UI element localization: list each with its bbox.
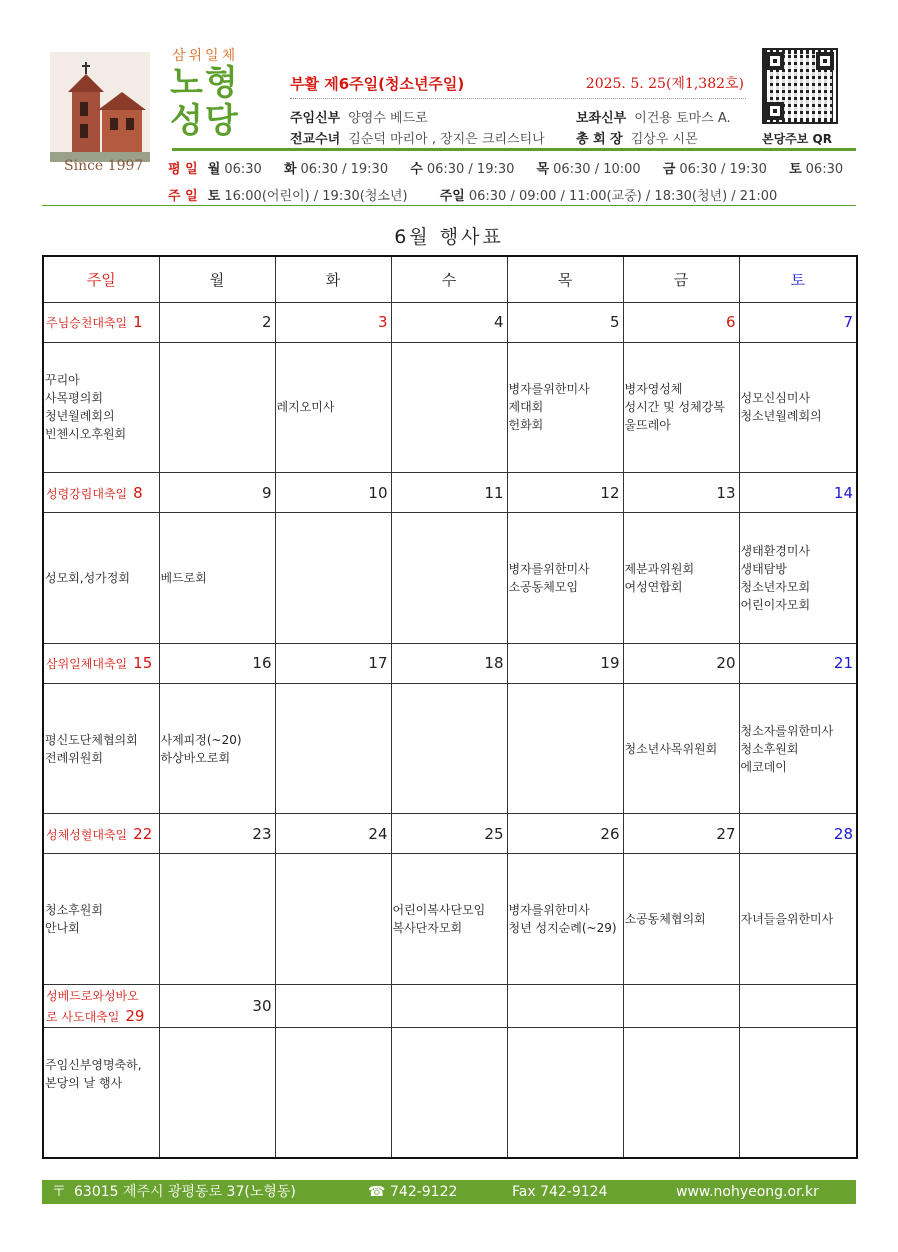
events-cell <box>391 854 507 984</box>
sunday-feast-name: 로 사도대축일 <box>46 1009 120 1024</box>
date-cell <box>391 473 507 513</box>
event-item: 빈첸시오후원회 <box>45 427 127 442</box>
mass-day: 화 <box>283 162 297 177</box>
mass-time: 06:30 / 19:30 <box>426 162 515 177</box>
date-number: 8 <box>133 483 143 502</box>
date-number: 14 <box>833 483 853 502</box>
date-number: 13 <box>716 483 736 502</box>
date-cell <box>391 643 507 683</box>
events-cell <box>739 342 857 472</box>
event-item: 청년 성지순례(~29) <box>508 921 617 936</box>
date-number: 10 <box>368 483 388 502</box>
date-number: 12 <box>600 483 620 502</box>
sunday-feast-name: 성령강림대축일 <box>46 486 128 501</box>
qr-label: 본당주보 QR <box>762 132 832 146</box>
events-cell <box>159 342 275 472</box>
footer-website[interactable]: www.nohyeong.or.kr <box>676 1184 819 1200</box>
weekday-header: 수 <box>391 256 507 302</box>
pastor-label: 주임신부 <box>290 111 341 126</box>
date-cell <box>623 473 739 513</box>
president-info <box>576 128 698 147</box>
events-cell <box>391 342 507 472</box>
event-item: 청소자를위한미사 <box>740 723 834 738</box>
events-cell <box>43 342 159 472</box>
date-cell <box>623 984 739 1027</box>
date-cell <box>507 643 623 683</box>
event-item: 헌화회 <box>508 418 544 433</box>
events-cell <box>507 513 623 643</box>
mass-time: 06:30 <box>224 162 262 177</box>
date-cell <box>275 814 391 854</box>
date-number: 16 <box>252 654 272 673</box>
mass-day: 목 <box>536 162 550 177</box>
mass-day: 주일 <box>439 189 465 204</box>
since-year: Since 1997 <box>64 158 144 174</box>
date-number: 5 <box>609 313 620 332</box>
date-number: 26 <box>600 824 620 843</box>
calendar-title: 6월 행사표 <box>394 226 504 248</box>
event-item: 안나회 <box>45 921 80 936</box>
date-cell <box>507 302 623 342</box>
header-divider <box>172 148 856 151</box>
events-cell <box>739 513 857 643</box>
event-item: 평신도단체협의회 <box>45 732 138 747</box>
event-item: 병자영성체 <box>624 382 683 397</box>
logo-line-1: 노형 <box>170 63 240 103</box>
event-item: 청소후원회 <box>45 903 103 918</box>
event-item: 병자를위한미사 <box>508 382 590 397</box>
date-number: 20 <box>716 654 736 673</box>
events-row <box>43 513 857 643</box>
date-number: 9 <box>261 483 272 502</box>
event-item: 성시간 및 성체강복 <box>624 400 725 415</box>
event-item: 여성연합회 <box>624 579 683 594</box>
date-number: 21 <box>833 654 853 673</box>
events-cell <box>275 683 391 813</box>
events-cell <box>43 1028 159 1158</box>
date-cell <box>623 814 739 854</box>
event-item: 복사단자모회 <box>392 921 463 936</box>
mass-day: 토 <box>789 162 802 177</box>
mass-day: 수 <box>410 162 423 177</box>
date-cell <box>739 302 857 342</box>
weekday-header: 화 <box>275 256 391 302</box>
date-cell <box>159 473 275 513</box>
events-row <box>43 1028 857 1158</box>
event-item: 청소년자모회 <box>740 579 811 594</box>
assistant-label: 보좌신부 <box>576 111 627 126</box>
date-number: 15 <box>133 654 153 673</box>
events-cell <box>623 513 739 643</box>
events-cell <box>43 683 159 813</box>
postal-mark-icon: 〒 <box>52 1184 66 1200</box>
assistant-info <box>576 107 731 126</box>
date-number: 17 <box>368 654 388 673</box>
date-cell <box>275 984 391 1027</box>
events-cell <box>391 683 507 813</box>
date-number: 6 <box>725 313 736 332</box>
date-number: 3 <box>377 313 388 332</box>
events-cell <box>159 683 275 813</box>
event-item: 청소년월례회의 <box>740 409 822 424</box>
parish-patron-label: 삼위일체 <box>172 48 239 64</box>
event-item: 소공동체모임 <box>508 579 579 594</box>
sisters-names: 김순덕 마리아 , 장지은 크리스티나 <box>348 132 545 147</box>
events-cell <box>391 1028 507 1158</box>
event-item: 생태탐방 <box>740 561 787 576</box>
event-item: 주임신부영명축하, <box>45 1058 142 1073</box>
event-item: 전례위원회 <box>45 750 103 765</box>
parish-logo <box>170 64 240 140</box>
event-item: 제분과위원회 <box>624 561 695 576</box>
pastor-info <box>290 107 428 126</box>
date-row <box>43 473 857 513</box>
events-cell <box>623 342 739 472</box>
event-item: 청소후원회 <box>740 741 799 756</box>
date-cell <box>507 814 623 854</box>
date-number: 18 <box>484 654 504 673</box>
event-item: 소공동체협의회 <box>624 912 706 927</box>
events-cell <box>507 854 623 984</box>
date-row <box>43 814 857 854</box>
date-cell <box>275 302 391 342</box>
event-item: 어린이복사단모임 <box>392 903 486 918</box>
church-building-image <box>50 52 150 162</box>
weekday-header: 토 <box>739 256 857 302</box>
event-item: 병자를위한미사 <box>508 903 590 918</box>
phone-icon: ☎ <box>368 1184 386 1200</box>
date-row <box>43 302 857 342</box>
events-cell <box>391 513 507 643</box>
events-cell <box>739 854 857 984</box>
footer-address: 63015 제주시 광평동로 37(노형동) <box>74 1184 296 1200</box>
sisters-info <box>290 128 545 147</box>
sunday-feast-name: 주님승천대축일 <box>46 316 128 331</box>
date-number: 7 <box>843 313 853 332</box>
header-bottom-rule <box>42 205 856 206</box>
date-cell <box>391 984 507 1027</box>
events-cell <box>507 683 623 813</box>
date-cell <box>43 814 159 854</box>
date-number: 30 <box>252 996 272 1015</box>
date-cell <box>739 643 857 683</box>
qr-code-icon[interactable] <box>762 48 838 124</box>
sunday-feast-name: 성체성혈대축일 <box>46 827 128 842</box>
pastor-name: 양영수 베드로 <box>348 111 428 126</box>
date-cell <box>159 814 275 854</box>
event-item: 청년월례회의 <box>45 409 115 424</box>
date-number: 24 <box>368 824 388 843</box>
president-name: 김상우 시몬 <box>630 132 698 147</box>
event-item: 에코데이 <box>740 759 787 774</box>
mass-time: 06:30 / 10:00 <box>553 162 641 177</box>
event-item: 성모신심미사 <box>740 391 811 406</box>
event-item: 베드로회 <box>160 570 207 585</box>
bulletin-header <box>42 40 856 208</box>
date-cell <box>507 984 623 1027</box>
date-cell <box>739 984 857 1027</box>
mass-day: 월 <box>207 162 221 177</box>
mass-time: 06:30 / 19:30 <box>300 162 389 177</box>
date-number: 4 <box>493 313 504 332</box>
weekday-header-row <box>43 256 857 302</box>
events-row <box>43 342 857 472</box>
events-cell <box>275 342 391 472</box>
weekday-header: 금 <box>623 256 739 302</box>
date-number: 23 <box>252 824 272 843</box>
date-cell <box>43 643 159 683</box>
date-number: 25 <box>484 824 504 843</box>
event-item: 사목평의회 <box>45 391 103 406</box>
assistant-name: 이건용 토마스 A. <box>634 111 731 126</box>
logo-line-2: 성당 <box>170 101 240 141</box>
weekday-mass-label: 평 일 <box>168 162 198 177</box>
event-item: 어린이자모회 <box>740 597 811 612</box>
events-cell <box>507 342 623 472</box>
events-cell <box>159 513 275 643</box>
event-item: 사제피정(~20) <box>160 732 242 747</box>
mass-time: 16:00(어린이) / 19:30(청소년) <box>224 189 408 204</box>
mass-time: 06:30 / 19:30 <box>679 162 767 177</box>
date-cell <box>739 814 857 854</box>
date-cell <box>43 302 159 342</box>
footer-phone: 742-9122 <box>390 1184 458 1200</box>
events-row <box>43 854 857 984</box>
date-cell <box>391 814 507 854</box>
mass-time: 06:30 <box>805 162 844 177</box>
mass-day: 금 <box>662 162 676 177</box>
bulletin-date: 2025. 5. 25(제1,382호) <box>585 76 744 92</box>
events-cell <box>739 1028 857 1158</box>
events-cell <box>159 1028 275 1158</box>
mass-time: 06:30 / 09:00 / 11:00(교중) / 18:30(청년) / 21:00 <box>468 189 778 204</box>
date-cell <box>623 302 739 342</box>
date-cell <box>159 302 275 342</box>
weekday-header: 목 <box>507 256 623 302</box>
date-cell <box>159 984 275 1027</box>
bulletin-title: 부활 제6주일(청소년주일) <box>290 75 465 93</box>
date-cell <box>275 643 391 683</box>
date-number: 28 <box>833 824 853 843</box>
events-cell <box>43 854 159 984</box>
event-item: 꾸리아 <box>45 373 80 388</box>
events-cell <box>275 854 391 984</box>
date-number: 1 <box>133 313 143 332</box>
sunday-mass-times <box>168 185 777 204</box>
date-cell <box>623 643 739 683</box>
bulletin-title-row <box>290 73 746 99</box>
events-cell <box>275 1028 391 1158</box>
date-number: 19 <box>600 654 620 673</box>
sunday-feast-name: 성베드로와성바오 <box>46 988 139 1003</box>
event-item: 레지오미사 <box>276 400 335 415</box>
date-cell <box>43 984 159 1027</box>
events-cell <box>159 854 275 984</box>
date-cell <box>43 473 159 513</box>
events-row <box>43 683 857 813</box>
weekday-header: 주일 <box>43 256 159 302</box>
sunday-mass-label: 주 일 <box>168 189 198 204</box>
footer-fax: Fax 742-9124 <box>512 1184 608 1200</box>
events-cell <box>739 683 857 813</box>
date-number: 22 <box>133 824 153 843</box>
event-item: 하상바오로회 <box>160 750 231 765</box>
mass-day: 토 <box>207 189 221 204</box>
date-cell <box>275 473 391 513</box>
events-cell <box>507 1028 623 1158</box>
events-cell <box>275 513 391 643</box>
events-cell <box>43 513 159 643</box>
date-number: 27 <box>716 824 736 843</box>
date-cell <box>159 643 275 683</box>
footer-bar <box>42 1180 856 1204</box>
event-calendar <box>42 255 858 1159</box>
date-number: 2 <box>261 313 272 332</box>
date-row <box>43 643 857 683</box>
event-item: 자녀들을위한미사 <box>740 912 834 927</box>
president-label: 총 회 장 <box>576 132 623 147</box>
event-item: 본당의 날 행사 <box>45 1076 123 1091</box>
date-row <box>43 984 857 1027</box>
date-cell <box>391 302 507 342</box>
event-item: 생태환경미사 <box>740 543 811 558</box>
date-cell <box>507 473 623 513</box>
sunday-feast-name: 삼위일체대축일 <box>46 657 128 672</box>
date-number: 11 <box>484 483 504 502</box>
event-item: 성모회,성가정회 <box>45 570 130 585</box>
date-number: 29 <box>125 1006 145 1025</box>
events-cell <box>623 854 739 984</box>
events-cell <box>623 1028 739 1158</box>
event-item: 울뜨레아 <box>624 418 671 433</box>
weekday-mass-times <box>168 158 843 177</box>
date-cell <box>739 473 857 513</box>
events-cell <box>623 683 739 813</box>
event-item: 병자를위한미사 <box>508 561 590 576</box>
sisters-label: 전교수녀 <box>290 132 341 147</box>
weekday-header: 월 <box>159 256 275 302</box>
event-item: 청소년사목위원회 <box>624 741 718 756</box>
event-item: 제대회 <box>508 400 544 415</box>
